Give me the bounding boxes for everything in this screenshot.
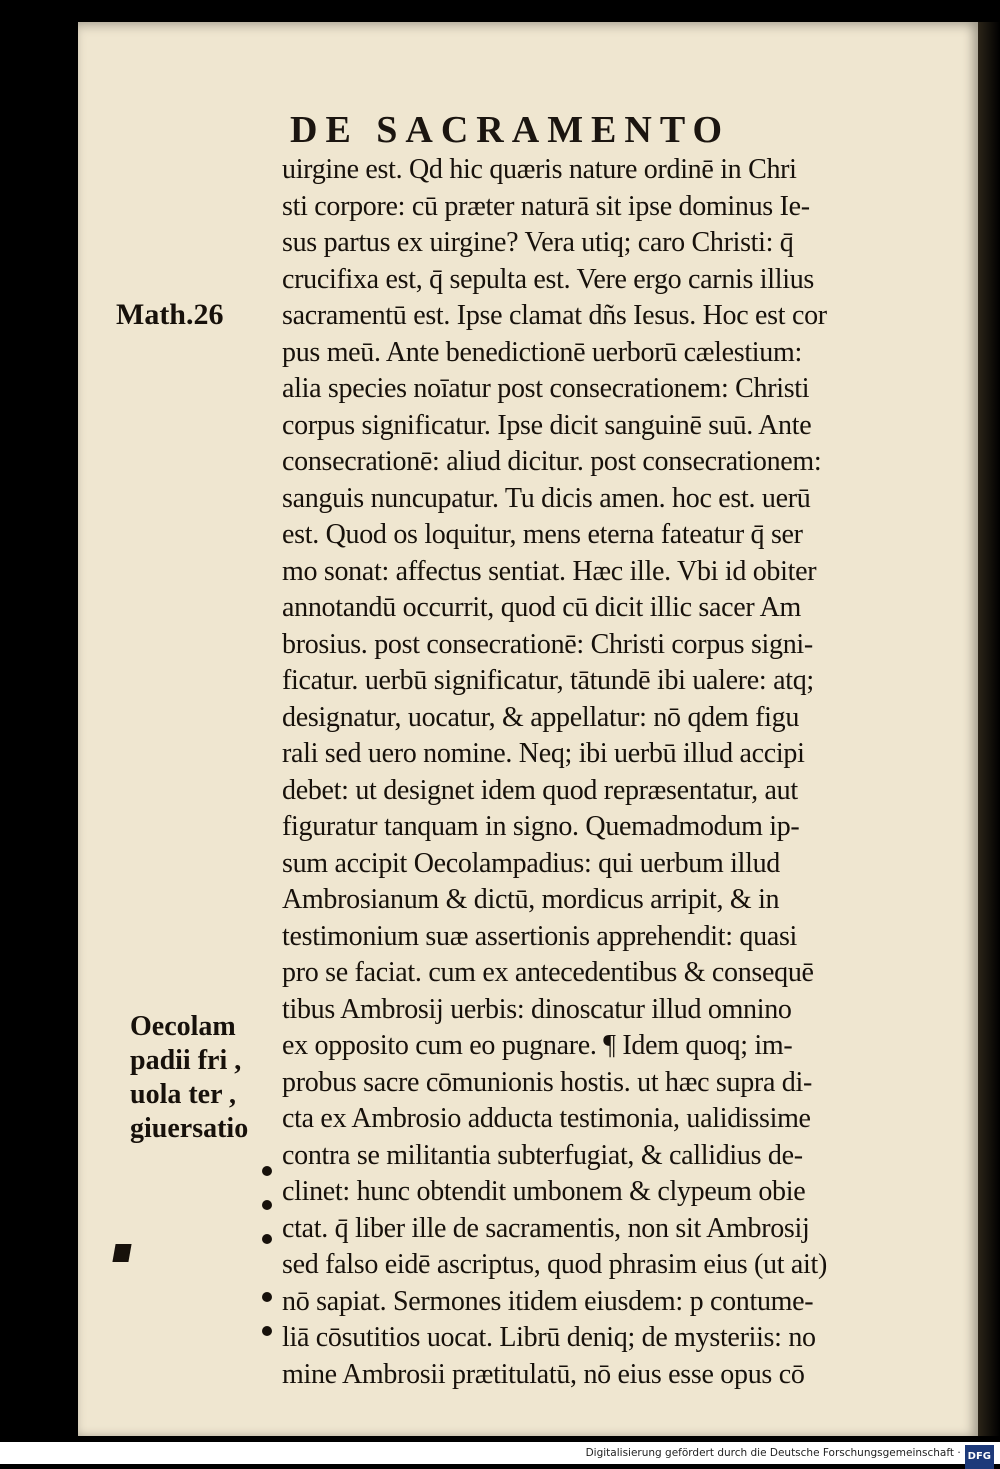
text-line: designatur, uocatur, & appellatur: nō qdem figu: [282, 701, 800, 733]
text-line: ctat. q̄ liber ille de sacramentis, non sit Ambrosij: [282, 1212, 810, 1244]
text-line: ficatur. uerbū significatur, tātundē ibi ualere: atq;: [282, 665, 814, 696]
ink-mark: [112, 1244, 131, 1262]
side-note-line: giuersatio: [130, 1113, 249, 1144]
margin-bullet: [262, 1326, 272, 1336]
page-edge-shadow: [978, 22, 1000, 1436]
margin-reference: Math.26: [116, 298, 224, 331]
digitization-footer: [0, 1442, 1000, 1464]
text-line: testimonium suæ assertionis apprehendit: quasi: [282, 920, 798, 952]
text-line: debet: ut designet idem quod repræsentatur, aut: [282, 774, 798, 806]
text-line: sus partus ex uirgine? Vera utiq; caro Christi: q̄: [282, 227, 794, 258]
text-line: tibus Ambrosij uerbis: dinoscatur illud omnino: [282, 993, 792, 1025]
text-line: annotandū occurrit, quod cū dicit illic sacer Am: [282, 592, 801, 623]
text-line: figuratur tanquam in signo. Quemadmodum ip-: [282, 811, 800, 842]
text-line: uirgine est. Qd hic quæris nature ordinē in Chri: [282, 154, 797, 185]
text-line: crucifixa est, q̄ sepulta est. Vere ergo carnis illius: [282, 263, 815, 295]
text-line: pro se faciat. cum ex antecedentibus & consequē: [282, 957, 814, 988]
text-line: mine Ambrosii prætitulatū, nō eius esse opus cō: [282, 1358, 805, 1390]
text-line: brosius. post consecrationē: Christi corpus signi-: [282, 628, 813, 660]
footer-text: Digitalisierung gefördert durch die Deutsche Forschungsgemeinschaft ·: [585, 1447, 961, 1459]
text-line: probus sacre cōmunionis hostis. ut hæc supra di-: [282, 1066, 812, 1098]
margin-bullet: [262, 1234, 272, 1244]
text-line: alia species noīatur post consecrationem: Christi: [282, 373, 810, 404]
body-text: [282, 152, 968, 1393]
text-line: liā cōsutitios uocat. Librū deniq; de mysteriis: no: [282, 1322, 816, 1353]
text-line: clinet: hunc obtendit umbonem & clypeum obie: [282, 1176, 806, 1207]
text-line: cta ex Ambrosio adducta testimonia, ualidissime: [282, 1103, 811, 1134]
margin-side-note: [130, 1010, 248, 1146]
text-line: sacramentū est. Ipse clamat dñs Iesus. Hoc est cor: [282, 300, 827, 331]
running-head: DE SACRAMENTO: [290, 109, 731, 151]
text-line: contra se militantia subterfugiat, & callidius de-: [282, 1139, 803, 1171]
text-line: ex opposito cum eo pugnare. ¶ Idem quoq; im-: [282, 1030, 793, 1061]
text-line: rali sed uero nomine. Neq; ibi uerbū illud accipi: [282, 738, 805, 769]
side-note-line: padii fri ,: [130, 1045, 242, 1076]
text-line: corpus significatur. Ipse dicit sanguinē suū. Ante: [282, 409, 812, 441]
text-line: sed falso eidē ascriptus, quod phrasim eius (ut ait): [282, 1249, 828, 1280]
text-line: sum accipit Oecolampadius: qui uerbum illud: [282, 847, 780, 879]
margin-bullet: [262, 1166, 272, 1176]
text-line: sanguis nuncupatur. Tu dicis amen. hoc est. uerū: [282, 482, 811, 514]
side-note-line: Oecolam: [130, 1011, 236, 1042]
text-line: nō sapiat. Sermones itidem eiusdem: p contume-: [282, 1285, 814, 1317]
text-line: mo sonat: affectus sentiat. Hæc ille. Vbi id obiter: [282, 555, 817, 587]
margin-bullet: [262, 1200, 272, 1210]
text-line: Ambrosianum & dictū, mordicus arripit, & in: [282, 884, 780, 915]
text-line: est. Quod os loquitur, mens eterna fateatur q̄ ser: [282, 519, 803, 550]
text-line: sti corpore: cū præter naturā sit ipse dominus Ie-: [282, 190, 810, 222]
text-line: pus meū. Ante benedictionē uerborū cælestium:: [282, 336, 802, 368]
dfg-logo: DFG: [965, 1445, 994, 1469]
side-note-line: uola ter ,: [130, 1079, 237, 1110]
margin-bullet: [262, 1292, 272, 1302]
text-line: consecrationē: aliud dicitur. post consecrationem:: [282, 446, 822, 477]
